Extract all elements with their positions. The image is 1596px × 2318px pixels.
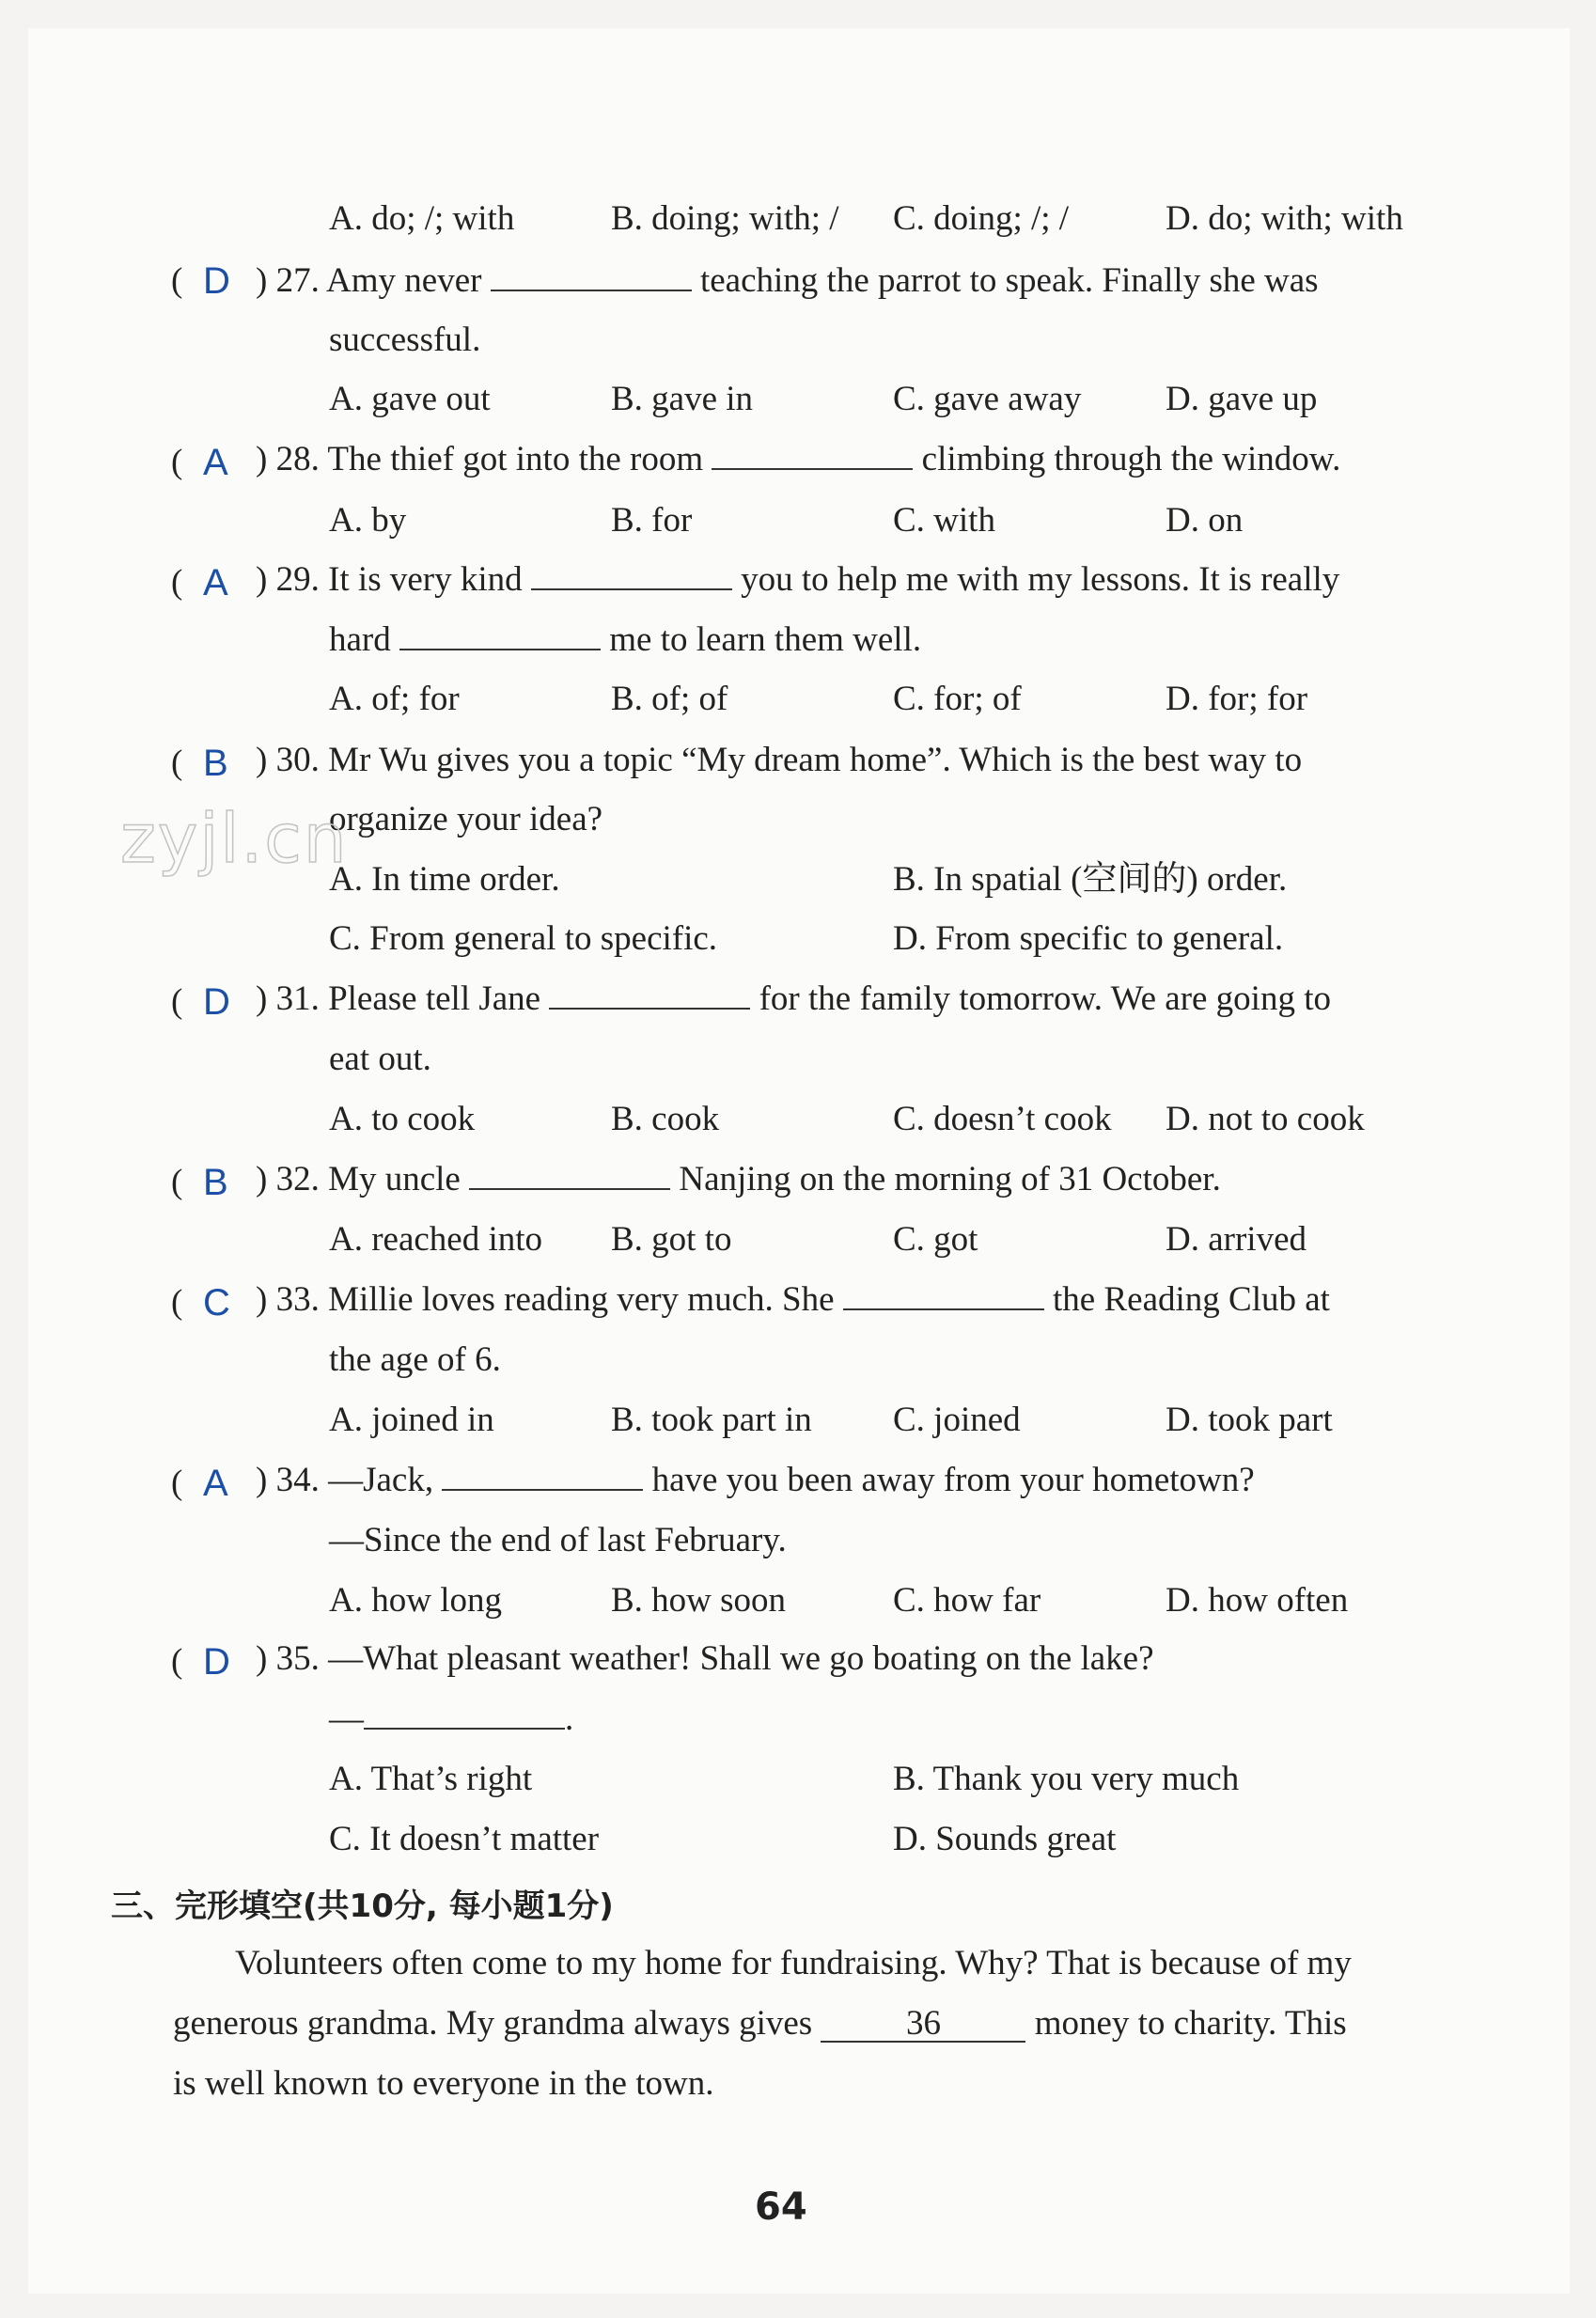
- q31-option-a: A. to cook: [329, 1100, 476, 1138]
- q34-option-d: D. how often: [1166, 1581, 1349, 1620]
- cloze-blank-36: 36: [821, 2006, 1025, 2043]
- answer-paren: (: [171, 744, 183, 782]
- q30-option-b: B. In spatial (空间的) order.: [893, 860, 1288, 899]
- q28-option-b: B. for: [611, 501, 693, 540]
- q28-option-c: C. with: [893, 501, 995, 540]
- question-35-line1: ) 35. —What pleasant weather! Shall we go boating on the lake?: [256, 1639, 1154, 1678]
- q33-option-d: D. took part: [1166, 1401, 1333, 1439]
- q27-option-a: A. gave out: [329, 380, 491, 418]
- watermark: zyjl.cn: [120, 799, 349, 878]
- question-31-line1: ) 31. Please tell Jane for the family tomorrow. We are going to: [256, 979, 1331, 1018]
- q33-option-a: A. joined in: [329, 1401, 494, 1439]
- question-32-line1: ) 32. My uncle Nanjing on the morning of 31 October.: [256, 1160, 1221, 1198]
- answer-paren: (: [171, 1283, 183, 1322]
- q30-option-c: C. From general to specific.: [329, 919, 718, 958]
- section-heading: 三、完形填空(共10分, 每小题1分): [111, 1887, 614, 1925]
- q26-option-b: B. doing; with; /: [611, 199, 839, 238]
- q26-option-d: D. do; with; with: [1166, 199, 1403, 238]
- answer-letter: D: [203, 1641, 230, 1683]
- answer-paren: (: [171, 443, 183, 481]
- q32-option-b: B. got to: [611, 1220, 732, 1259]
- question-30-line2: organize your idea?: [329, 800, 603, 838]
- q35-option-d: D. Sounds great: [893, 1820, 1117, 1858]
- question-27-line1: ) 27. Amy never teaching the parrot to speak. Finally she was: [256, 261, 1319, 300]
- q34-option-c: C. how far: [893, 1581, 1041, 1620]
- q29-option-b: B. of; of: [611, 680, 728, 718]
- answer-letter: A: [203, 562, 228, 603]
- question-35-line2: — .: [329, 1699, 574, 1738]
- q29-option-d: D. for; for: [1166, 680, 1308, 718]
- passage-line3: is well known to everyone in the town.: [173, 2064, 714, 2103]
- q30-option-d: D. From specific to general.: [893, 919, 1284, 958]
- answer-letter: B: [203, 1162, 228, 1203]
- answer-letter: A: [203, 1463, 228, 1504]
- question-33-line1: ) 33. Millie loves reading very much. She the Reading Club at: [256, 1280, 1330, 1319]
- question-29-line1: ) 29. It is very kind you to help me with my lessons. It is really: [256, 560, 1340, 599]
- q32-option-c: C. got: [893, 1220, 978, 1259]
- answer-paren: (: [171, 1642, 183, 1681]
- q30-option-a: A. In time order.: [329, 860, 560, 899]
- q33-option-b: B. took part in: [611, 1401, 812, 1439]
- q34-option-b: B. how soon: [611, 1581, 787, 1620]
- page-number: 64: [755, 2185, 807, 2229]
- q32-option-a: A. reached into: [329, 1220, 543, 1259]
- q27-option-b: B. gave in: [611, 380, 754, 418]
- q27-option-d: D. gave up: [1166, 380, 1318, 418]
- answer-letter: D: [203, 981, 230, 1023]
- answer-letter: B: [203, 743, 228, 784]
- q31-option-b: B. cook: [611, 1100, 720, 1138]
- question-33-line2: the age of 6.: [329, 1340, 501, 1379]
- question-34-line1: ) 34. —Jack, have you been away from your hometown?: [256, 1461, 1255, 1499]
- answer-paren: (: [171, 261, 183, 300]
- answer-letter: A: [203, 442, 228, 483]
- q35-option-c: C. It doesn’t matter: [329, 1820, 600, 1858]
- q28-option-a: A. by: [329, 501, 407, 540]
- answer-paren: (: [171, 1464, 183, 1502]
- passage-line1: Volunteers often come to my home for fundraising. Why? That is because of my: [235, 1944, 1352, 1982]
- answer-paren: (: [171, 563, 183, 602]
- q31-option-d: D. not to cook: [1166, 1100, 1365, 1138]
- question-28-line1: ) 28. The thief got into the room climbing through the window.: [256, 440, 1341, 478]
- question-29-line2: hard me to learn them well.: [329, 620, 922, 659]
- answer-letter: D: [203, 260, 230, 302]
- q28-option-d: D. on: [1166, 501, 1244, 540]
- question-34-line2: —Since the end of last February.: [329, 1521, 787, 1559]
- q35-option-b: B. Thank you very much: [893, 1760, 1240, 1798]
- q33-option-c: C. joined: [893, 1401, 1021, 1439]
- answer-paren: (: [171, 1163, 183, 1201]
- answer-letter: C: [203, 1282, 230, 1323]
- q29-option-c: C. for; of: [893, 680, 1022, 718]
- q26-option-a: A. do; /; with: [329, 199, 515, 238]
- passage-line2: generous grandma. My grandma always gives 36 money to charity. This: [173, 2004, 1347, 2043]
- question-27-line2: successful.: [329, 321, 481, 359]
- answer-paren: (: [171, 982, 183, 1021]
- q32-option-d: D. arrived: [1166, 1220, 1307, 1259]
- question-30-line1: ) 30. Mr Wu gives you a topic “My dream home”. Which is the best way to: [256, 741, 1303, 779]
- q27-option-c: C. gave away: [893, 380, 1082, 418]
- q35-option-a: A. That’s right: [329, 1760, 533, 1798]
- q26-option-c: C. doing; /; /: [893, 199, 1070, 238]
- q34-option-a: A. how long: [329, 1581, 502, 1620]
- q29-option-a: A. of; for: [329, 680, 460, 718]
- q31-option-c: C. doesn’t cook: [893, 1100, 1112, 1138]
- question-31-line2: eat out.: [329, 1040, 431, 1078]
